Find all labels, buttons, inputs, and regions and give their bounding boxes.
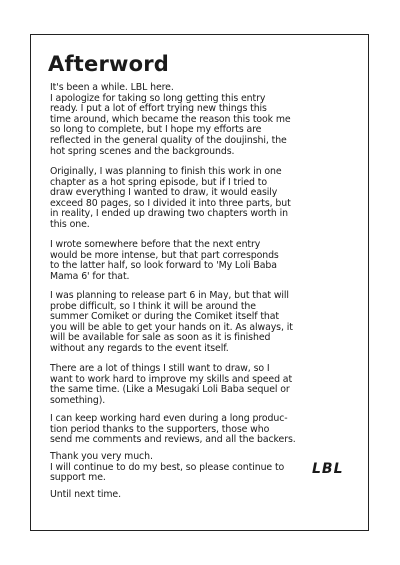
paragraph-supporters <box>50 414 350 446</box>
text-line: Originally, I was planning to finish this work in one <box>50 166 282 177</box>
text-line: I will continue to do my best, so please continue to <box>50 461 285 473</box>
text-line: to the latter half, so look forward to 'My Loli Baba <box>50 260 277 272</box>
paragraph-next-entry <box>50 240 350 282</box>
paragraph-thanks <box>50 452 300 484</box>
text-line: support me. <box>50 472 106 484</box>
text-line: I apologize for taking so long getting this entry <box>50 92 266 104</box>
author-signature: LBL <box>312 461 344 477</box>
text-line: something). <box>50 394 106 406</box>
text-line: exceed 80 pages, so I divided it into three parts, but <box>50 197 291 209</box>
paragraph-release <box>50 291 350 355</box>
text-line: summer Comiket or during the Comiket itself that <box>50 311 279 323</box>
text-line: would be more intense, but that part corresponds <box>50 249 279 261</box>
text-line: I wrote somewhere before that the next entry <box>50 239 261 250</box>
text-line: Thank you very much. <box>50 451 153 462</box>
text-line: this one. <box>50 218 90 230</box>
text-line: ready. I put a lot of effort trying new things this <box>50 103 267 115</box>
text-line: probe difficult, so I think it will be around the <box>50 300 256 312</box>
text-line: It's been a while. LBL here. <box>50 82 174 93</box>
paragraph-closing <box>50 490 350 501</box>
text-line: in reality, I ended up drawing two chapters worth in <box>50 208 288 220</box>
paragraph-intro <box>50 83 350 157</box>
text-line: There are a lot of things I still want to draw, so I <box>50 363 270 374</box>
text-line: Mama 6' for that. <box>50 270 130 282</box>
text-line: time around, which became the reason this took me <box>50 113 291 125</box>
text-line: tion period thanks to the supporters, those who <box>50 423 270 435</box>
text-line: you will be able to get your hands on it. As always, it <box>50 321 293 333</box>
text-line: the same time. (Like a Mesugaki Loli Baba sequel or <box>50 384 290 396</box>
text-line: draw everything I wanted to draw, it would easily <box>50 187 278 199</box>
paragraph-plans <box>50 364 350 406</box>
page-title: Afterword <box>48 52 170 76</box>
text-line: without any regards to the event itself. <box>50 342 229 354</box>
text-line: I was planning to release part 6 in May, but that will <box>50 290 289 301</box>
text-line: I can keep working hard even during a long produc- <box>50 413 288 424</box>
text-line: reflected in the general quality of the doujinshi, the <box>50 134 287 146</box>
text-line: will be available for sale as soon as it is finished <box>50 332 271 344</box>
text-line: want to work hard to improve my skills and speed at <box>50 373 293 385</box>
text-line: send me comments and reviews, and all the backers. <box>50 434 296 446</box>
text-line: Until next time. <box>50 489 121 500</box>
paragraph-plan <box>50 167 350 231</box>
text-line: chapter as a hot spring episode, but if I tried to <box>50 176 267 188</box>
text-line: so long to complete, but I hope my efforts are <box>50 124 262 136</box>
text-line: hot spring scenes and the backgrounds. <box>50 145 235 157</box>
